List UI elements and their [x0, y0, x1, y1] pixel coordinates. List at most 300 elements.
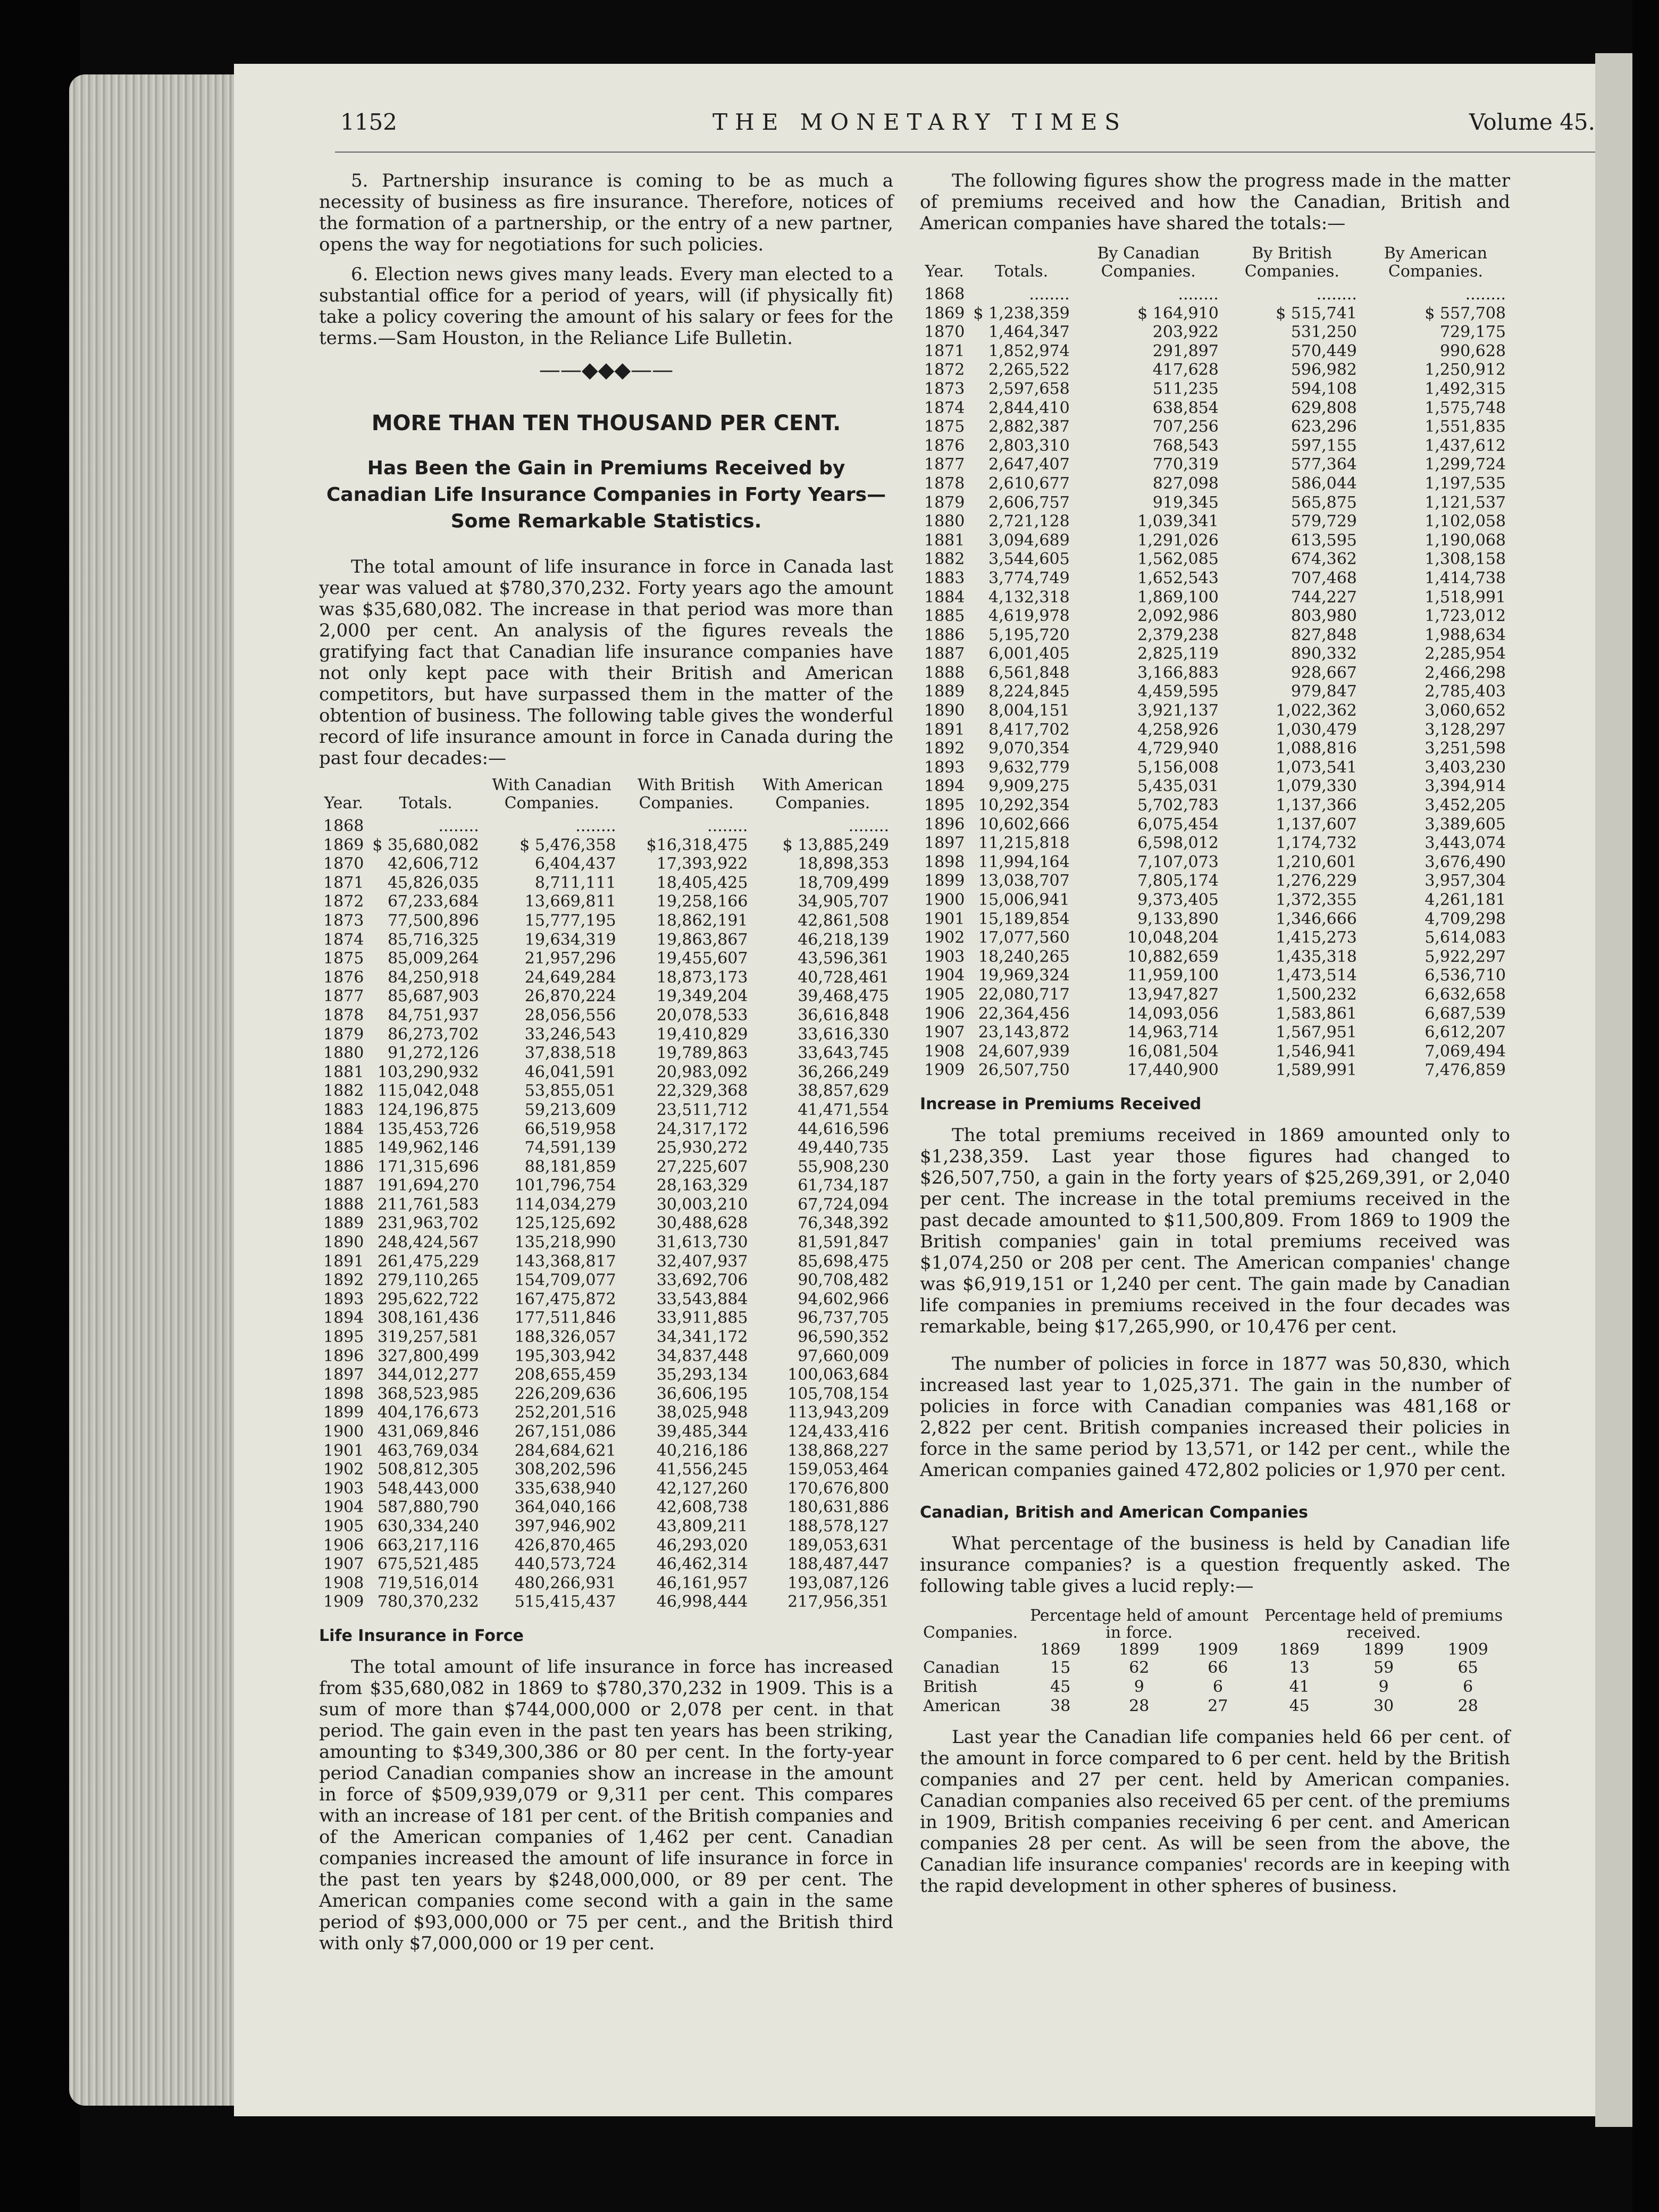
table-row: [920, 1023, 1510, 1042]
table-row: [319, 1158, 893, 1177]
table-row: [920, 588, 1510, 607]
value-cell: 17,440,900: [1127, 1061, 1219, 1080]
company-name: Canadian: [923, 1658, 1000, 1677]
value-cell: 4,132,318: [988, 588, 1070, 607]
percentage-cell: 59: [1373, 1658, 1394, 1677]
column-header: Year.: [324, 794, 363, 812]
year-cell: 1896: [924, 815, 965, 834]
value-cell: 26,507,750: [978, 1061, 1070, 1080]
value-cell: 6,536,710: [1425, 966, 1506, 985]
value-cell: 46,293,020: [656, 1536, 748, 1555]
table-row: [920, 644, 1510, 664]
value-cell: 74,591,139: [524, 1138, 616, 1158]
value-cell: 2,466,298: [1425, 663, 1506, 682]
year-cell: 1875: [924, 417, 965, 437]
value-cell: 19,410,829: [656, 1025, 748, 1044]
year-cell: 1908: [924, 1042, 965, 1061]
page-number: 1152: [340, 109, 397, 135]
value-cell: 1,190,068: [1425, 531, 1506, 550]
value-cell: 3,389,605: [1425, 815, 1506, 834]
year-cell: 1887: [924, 644, 965, 664]
value-cell: 1,551,835: [1425, 417, 1506, 437]
value-cell: 2,597,658: [988, 379, 1070, 398]
year-cell: 1877: [924, 455, 965, 474]
table-row: [920, 815, 1510, 834]
value-cell: 515,415,437: [514, 1593, 616, 1612]
table-row: [920, 531, 1510, 550]
policies-paragraph: The number of policies in force in 1877 was 50,830, which increased last year to 1,025,371. The gain in the number of policies in force with Canadian companies was 481,168 or 2,822 per cent. British companies increased their policies in force in the same period by 13,571, or 142 per cent., while the American companies gained 472,802 policies or 1,970 per cent.: [920, 1353, 1510, 1481]
value-cell: 707,256: [1152, 417, 1219, 437]
value-cell: 1,518,991: [1425, 588, 1506, 607]
value-cell: $ 5,476,358: [520, 835, 616, 854]
value-cell: 66,519,958: [524, 1119, 616, 1138]
year-header: 1909: [1197, 1640, 1238, 1659]
value-cell: 18,240,265: [978, 947, 1070, 966]
table-row: [920, 437, 1510, 456]
value-cell: 1,500,232: [1276, 985, 1357, 1004]
value-cell: 170,676,800: [787, 1479, 889, 1498]
year-cell: 1881: [924, 531, 965, 550]
value-cell: 97,660,009: [798, 1346, 889, 1365]
table-row: [319, 892, 893, 911]
year-cell: 1906: [924, 1004, 965, 1023]
value-cell: 2,606,757: [988, 493, 1070, 512]
percentage-cell: 28: [1457, 1696, 1478, 1715]
value-cell: 6,632,658: [1425, 985, 1506, 1004]
percentage-cell: 6: [1212, 1677, 1223, 1696]
value-cell: 33,246,543: [524, 1025, 616, 1044]
value-cell: 4,261,181: [1425, 891, 1506, 909]
value-cell: 2,379,238: [1137, 625, 1219, 644]
table-row: [319, 1063, 893, 1082]
article-deck: Has Been the Gain in Premiums Received by Canadian Life Insurance Companies in Forty Years—Some Remarkable Statistics.: [326, 457, 886, 532]
value-cell: 1,988,634: [1425, 625, 1506, 644]
premiums-subhead: Increase in Premiums Received: [920, 1094, 1202, 1113]
percentage-cell: 66: [1208, 1658, 1228, 1677]
value-cell: 19,349,204: [656, 987, 748, 1006]
value-cell: 7,069,494: [1425, 1042, 1506, 1061]
table-row: [920, 664, 1510, 683]
value-cell: 15,189,854: [978, 909, 1070, 928]
column-header: With British Companies.: [637, 776, 735, 812]
table-row: [319, 1498, 893, 1517]
value-cell: 24,317,172: [656, 1119, 748, 1138]
company-name: American: [923, 1696, 1001, 1715]
year-cell: 1877: [323, 987, 364, 1006]
value-cell: 41,471,554: [798, 1100, 889, 1119]
value-cell: 570,449: [1291, 341, 1357, 361]
value-cell: 586,044: [1291, 474, 1357, 493]
value-cell: 1,137,607: [1276, 815, 1357, 834]
year-cell: 1907: [323, 1555, 364, 1574]
value-cell: $16,318,475: [646, 835, 748, 854]
table-row: [920, 474, 1510, 493]
left-column: [319, 170, 893, 1954]
value-cell: 24,649,284: [524, 968, 616, 987]
table-row: [920, 682, 1510, 701]
year-cell: 1903: [924, 947, 965, 966]
value-cell: 629,808: [1291, 398, 1357, 417]
year-cell: 1882: [323, 1082, 364, 1101]
value-cell: 203,922: [1152, 323, 1219, 342]
value-cell: $ 557,708: [1425, 304, 1506, 323]
value-cell: 22,329,368: [656, 1082, 748, 1101]
companies-subhead: Canadian, British and American Companies: [920, 1503, 1308, 1522]
year-cell: 1898: [323, 1384, 364, 1403]
value-cell: 208,655,459: [514, 1365, 616, 1385]
value-cell: 13,669,811: [524, 892, 616, 911]
value-cell: 26,870,224: [524, 987, 616, 1006]
percentage-table: [920, 1607, 1510, 1716]
year-cell: 1885: [924, 607, 965, 626]
percentage-cell: 6: [1463, 1677, 1473, 1696]
value-cell: 780,370,232: [377, 1593, 479, 1612]
value-cell: 594,108: [1291, 379, 1357, 398]
table-row: [319, 1214, 893, 1233]
year-header: 1899: [1363, 1640, 1404, 1659]
year-cell: 1904: [924, 966, 965, 985]
value-cell: 1,102,058: [1425, 512, 1506, 531]
year-cell: 1895: [323, 1328, 364, 1347]
year-cell: 1876: [924, 436, 965, 455]
value-cell: 42,127,260: [656, 1479, 748, 1498]
table-row: [319, 1385, 893, 1404]
year-cell: 1868: [323, 817, 364, 835]
value-cell: 24,607,939: [978, 1042, 1070, 1061]
value-cell: 30,003,210: [656, 1195, 748, 1214]
table-row: [920, 1678, 1510, 1697]
year-cell: 1883: [323, 1100, 364, 1119]
value-cell: 67,233,684: [387, 892, 479, 911]
value-cell: 91,272,126: [387, 1044, 479, 1063]
percentage-cell: 9: [1134, 1677, 1144, 1696]
value-cell: 1,137,366: [1276, 796, 1357, 815]
masthead-title: THE MONETARY TIMES: [713, 109, 1127, 135]
year-cell: 1868: [924, 285, 965, 304]
year-cell: 1880: [924, 512, 965, 531]
value-cell: 45,826,035: [387, 873, 479, 892]
value-cell: 39,468,475: [798, 987, 889, 1006]
year-cell: 1897: [924, 834, 965, 853]
value-cell: ........: [848, 817, 889, 835]
value-cell: 3,676,490: [1425, 852, 1506, 872]
percentage-cell: 13: [1289, 1658, 1310, 1677]
value-cell: 508,812,305: [377, 1460, 479, 1479]
value-cell: 8,417,702: [988, 720, 1070, 739]
value-cell: 113,943,209: [787, 1403, 889, 1422]
table-row: [920, 739, 1510, 758]
table-row: [920, 834, 1510, 853]
life-insurance-subhead: Life Insurance in Force: [319, 1626, 524, 1645]
value-cell: 34,837,448: [656, 1346, 748, 1365]
value-cell: 5,922,297: [1425, 947, 1506, 966]
table-row: [920, 910, 1510, 929]
value-cell: 10,048,204: [1127, 928, 1219, 948]
value-cell: 46,161,957: [656, 1573, 748, 1593]
table-row: [920, 455, 1510, 474]
table-row: [319, 874, 893, 893]
value-cell: 3,403,230: [1425, 758, 1506, 777]
table-row: [319, 1403, 893, 1422]
value-cell: 1,039,341: [1137, 512, 1219, 531]
value-cell: 344,012,277: [377, 1365, 479, 1385]
value-cell: 4,729,940: [1137, 739, 1219, 758]
value-cell: 2,610,677: [988, 474, 1070, 493]
page-edges: [69, 74, 245, 2106]
percentage-cell: 27: [1208, 1696, 1228, 1715]
value-cell: 431,069,846: [377, 1422, 479, 1441]
value-cell: 252,201,516: [514, 1403, 616, 1422]
value-cell: 4,619,978: [988, 607, 1070, 626]
value-cell: 630,334,240: [377, 1516, 479, 1536]
value-cell: 7,476,859: [1425, 1061, 1506, 1080]
value-cell: 19,634,319: [524, 930, 616, 949]
value-cell: 5,195,720: [988, 625, 1070, 644]
value-cell: 9,133,890: [1137, 909, 1219, 928]
value-cell: 33,643,745: [798, 1044, 889, 1063]
value-cell: 20,078,533: [656, 1006, 748, 1025]
value-cell: ........: [707, 817, 748, 835]
value-cell: 19,258,166: [656, 892, 748, 911]
value-cell: 1,210,601: [1276, 852, 1357, 872]
value-cell: 3,544,605: [988, 550, 1070, 569]
value-cell: 2,882,387: [988, 417, 1070, 437]
facing-page-edge: [1595, 53, 1632, 2127]
value-cell: 96,590,352: [798, 1328, 889, 1347]
premiums-intro: The following figures show the progress made in the matter of premiums received and how the Canadian, British and American companies have shared the totals:—: [920, 170, 1510, 234]
table-row: [920, 1658, 1510, 1678]
year-cell: 1892: [924, 739, 965, 758]
year-cell: 1883: [924, 568, 965, 588]
table-row: [920, 872, 1510, 891]
value-cell: ........: [1178, 285, 1219, 304]
value-cell: 88,181,859: [524, 1157, 616, 1176]
value-cell: 1,652,543: [1137, 568, 1219, 588]
year-cell: 1889: [924, 682, 965, 701]
value-cell: 295,622,722: [377, 1289, 479, 1309]
value-cell: 188,578,127: [787, 1516, 889, 1536]
value-cell: 928,667: [1291, 663, 1357, 682]
percentage-cell: 9: [1378, 1677, 1389, 1696]
value-cell: 2,844,410: [988, 398, 1070, 417]
value-cell: 124,196,875: [377, 1100, 479, 1119]
value-cell: 623,296: [1291, 417, 1357, 437]
value-cell: 2,825,119: [1137, 644, 1219, 664]
table-row: [920, 550, 1510, 569]
table-row: [920, 285, 1510, 304]
value-cell: 9,632,779: [988, 758, 1070, 777]
table-row: [920, 1697, 1510, 1716]
value-cell: 21,957,296: [524, 949, 616, 968]
value-cell: 1,723,012: [1425, 607, 1506, 626]
value-cell: 76,348,392: [798, 1214, 889, 1233]
value-cell: 217,956,351: [787, 1593, 889, 1612]
value-cell: 19,455,607: [656, 949, 748, 968]
value-cell: 189,053,631: [787, 1536, 889, 1555]
table-row: [920, 361, 1510, 380]
table-row: [920, 1042, 1510, 1061]
value-cell: 6,687,539: [1425, 1004, 1506, 1023]
value-cell: 33,692,706: [656, 1271, 748, 1290]
value-cell: 5,156,008: [1137, 758, 1219, 777]
value-cell: 674,362: [1291, 550, 1357, 569]
year-cell: 1880: [323, 1044, 364, 1063]
value-cell: 14,963,714: [1127, 1023, 1219, 1042]
value-cell: 226,209,636: [514, 1384, 616, 1403]
value-cell: 6,075,454: [1137, 815, 1219, 834]
value-cell: 18,898,353: [798, 854, 889, 874]
column-header: By British Companies.: [1244, 244, 1339, 281]
year-cell: 1875: [323, 949, 364, 968]
year-cell: 1878: [924, 474, 965, 493]
year-cell: 1907: [924, 1023, 965, 1042]
table-row: [319, 1517, 893, 1536]
value-cell: 4,459,595: [1137, 682, 1219, 701]
value-cell: 41,556,245: [656, 1460, 748, 1479]
value-cell: 135,453,726: [377, 1119, 479, 1138]
value-cell: 1,414,738: [1425, 568, 1506, 588]
value-cell: 368,523,985: [377, 1384, 479, 1403]
value-cell: 1,121,537: [1425, 493, 1506, 512]
value-cell: 1,464,347: [988, 323, 1070, 342]
year-cell: 1873: [924, 379, 965, 398]
value-cell: 335,638,940: [514, 1479, 616, 1498]
value-cell: 2,785,403: [1425, 682, 1506, 701]
premiums-table: [920, 245, 1510, 1080]
value-cell: 565,875: [1291, 493, 1357, 512]
year-header: 1899: [1119, 1640, 1160, 1659]
year-cell: 1878: [323, 1006, 364, 1025]
year-cell: 1898: [924, 852, 965, 872]
value-cell: 6,561,848: [988, 663, 1070, 682]
table-row: [319, 987, 893, 1006]
pct-premiums-header: Percentage held of premiums received.: [1264, 1606, 1503, 1642]
table-row: [920, 569, 1510, 588]
value-cell: 14,093,056: [1127, 1004, 1219, 1023]
value-cell: 46,218,139: [798, 930, 889, 949]
year-cell: 1894: [323, 1309, 364, 1328]
value-cell: 1,583,861: [1276, 1004, 1357, 1023]
year-cell: 1894: [924, 777, 965, 796]
year-cell: 1909: [924, 1061, 965, 1080]
value-cell: 613,595: [1291, 531, 1357, 550]
value-cell: 1,308,158: [1425, 550, 1506, 569]
value-cell: 85,009,264: [387, 949, 479, 968]
value-cell: 2,647,407: [988, 455, 1070, 474]
value-cell: 979,847: [1291, 682, 1357, 701]
value-cell: 86,273,702: [387, 1025, 479, 1044]
value-cell: 135,218,990: [514, 1233, 616, 1252]
year-cell: 1897: [323, 1365, 364, 1385]
value-cell: 10,882,659: [1127, 947, 1219, 966]
value-cell: 1,852,974: [988, 341, 1070, 361]
value-cell: 579,729: [1291, 512, 1357, 531]
value-cell: 85,716,325: [387, 930, 479, 949]
value-cell: 18,709,499: [798, 873, 889, 892]
value-cell: 32,407,937: [656, 1252, 748, 1271]
table-row: [920, 626, 1510, 645]
table-row: [920, 853, 1510, 872]
table-row: [319, 1233, 893, 1252]
year-header: 1869: [1279, 1640, 1320, 1659]
value-cell: 77,500,896: [387, 911, 479, 930]
value-cell: 1,546,941: [1276, 1042, 1357, 1061]
value-cell: 180,631,886: [787, 1498, 889, 1517]
table-row: [319, 1422, 893, 1442]
column-header: With Canadian Companies.: [492, 776, 612, 812]
value-cell: 10,292,354: [978, 796, 1070, 815]
value-cell: 364,040,166: [514, 1498, 616, 1517]
value-cell: 138,868,227: [787, 1441, 889, 1460]
value-cell: 34,905,707: [798, 892, 889, 911]
table-row: [319, 1347, 893, 1366]
value-cell: 1,088,816: [1276, 739, 1357, 758]
value-cell: 36,266,249: [798, 1062, 889, 1082]
value-cell: 284,684,621: [514, 1441, 616, 1460]
table-row: [319, 1120, 893, 1139]
year-cell: 1879: [924, 493, 965, 512]
value-cell: 768,543: [1152, 436, 1219, 455]
table-row: [920, 966, 1510, 985]
table-row: [319, 1593, 893, 1612]
year-cell: 1871: [924, 341, 965, 361]
percentage-cell: 41: [1289, 1677, 1310, 1696]
year-cell: 1899: [323, 1403, 364, 1422]
pct-companies-header: Companies.: [923, 1623, 1018, 1642]
year-cell: 1905: [924, 985, 965, 1004]
value-cell: 39,485,344: [656, 1422, 748, 1441]
value-cell: 3,251,598: [1425, 739, 1506, 758]
value-cell: ........: [438, 817, 479, 835]
column-header: Year.: [925, 262, 964, 281]
value-cell: 1,492,315: [1425, 379, 1506, 398]
year-cell: 1904: [323, 1498, 364, 1517]
value-cell: 548,443,000: [377, 1479, 479, 1498]
value-cell: 1,415,273: [1276, 928, 1357, 948]
value-cell: 267,151,086: [514, 1422, 616, 1441]
table-row: [319, 836, 893, 855]
intro-paragraph-6: 6. Election news gives many leads. Every man elected to a substantial office for a period of years, will (if physically fit) take a policy covering the amount of his salary or fees for the terms.—Sam Houston, in the Reliance Life Bulletin.: [319, 264, 893, 349]
value-cell: 18,405,425: [656, 873, 748, 892]
value-cell: 440,573,724: [514, 1555, 616, 1574]
value-cell: 744,227: [1291, 588, 1357, 607]
year-cell: 1874: [323, 930, 364, 949]
table-row: [920, 720, 1510, 740]
value-cell: 211,761,583: [377, 1195, 479, 1214]
life-insurance-paragraph: The total amount of life insurance in force has increased from $35,680,082 in 1869 to $780,370,232 in 1909. This is a sum of more than $744,000,000 or 2,078 per cent. in that period. The gain even in the past ten years has been striking, amounting to $349,300,386 or 80 per cent. In the forty-year period Canadian companies show an increase in the amount in force of $509,939,079 or 9,311 per cent. This compares with an increase of 181 per cent. of the British companies and of the American companies of 1,462 per cent. Canadian companies increased the amount of life insurance in force in the past ten years by $248,000,000, or 89 per cent. The American companies come second with a gain in the same period of $93,000,000 or 75 per cent., and the British third with only $7,000,000 or 19 per cent.: [319, 1656, 893, 1954]
value-cell: 638,854: [1152, 398, 1219, 417]
value-cell: 5,435,031: [1137, 777, 1219, 796]
year-cell: 1872: [323, 892, 364, 911]
value-cell: 125,125,692: [514, 1214, 616, 1233]
percentage-cell: 45: [1050, 1677, 1071, 1696]
value-cell: 19,969,324: [978, 966, 1070, 985]
table-row: [920, 342, 1510, 361]
value-cell: 707,468: [1291, 568, 1357, 588]
value-cell: 143,368,817: [514, 1252, 616, 1271]
value-cell: 803,980: [1291, 607, 1357, 626]
value-cell: 43,596,361: [798, 949, 889, 968]
year-cell: 1908: [323, 1573, 364, 1593]
value-cell: 15,006,941: [978, 891, 1070, 909]
value-cell: 115,042,048: [377, 1082, 479, 1101]
table-row: [319, 911, 893, 931]
year-cell: 1869: [924, 304, 965, 323]
table-row: [319, 1328, 893, 1347]
value-cell: 596,982: [1291, 361, 1357, 380]
table-row: [319, 968, 893, 987]
year-header: 1869: [1040, 1640, 1081, 1659]
